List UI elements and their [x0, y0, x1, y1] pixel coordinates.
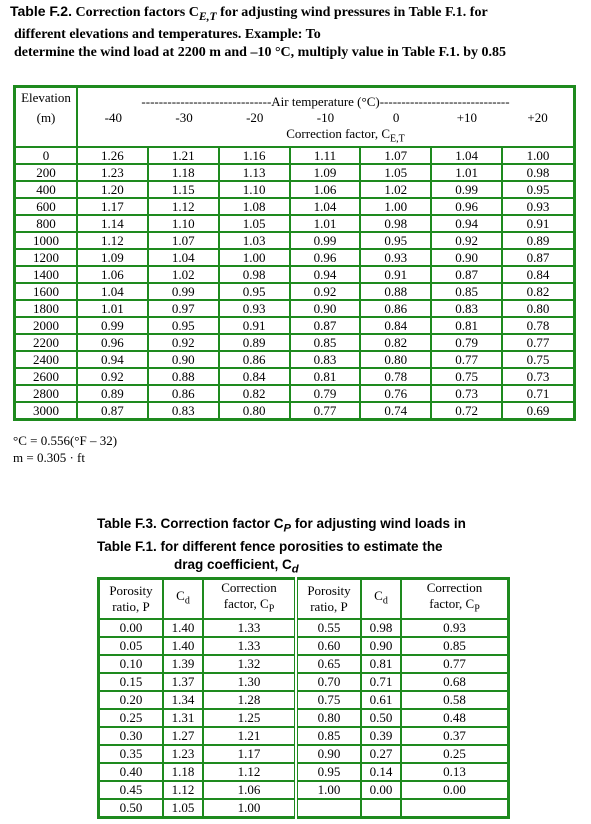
cd-cell: 0.90	[361, 637, 401, 655]
cd-cell: 1.37	[163, 673, 203, 691]
factor-cell: 1.09	[77, 249, 148, 266]
factor-cell: 0.98	[219, 266, 290, 283]
factor-cell: 0.91	[502, 215, 574, 232]
correction-cell: 1.33	[203, 619, 296, 637]
factor-cell: 0.98	[360, 215, 431, 232]
factor-cell: 0.76	[360, 385, 431, 402]
table-row	[99, 781, 509, 799]
factor-cell: 0.97	[148, 300, 219, 317]
factor-cell: 1.16	[219, 147, 290, 164]
factor-cell: 1.08	[219, 198, 290, 215]
table-row	[99, 637, 509, 655]
factor-cell: 0.95	[360, 232, 431, 249]
cd-cell: 1.40	[163, 619, 203, 637]
factor-cell: 0.87	[77, 402, 148, 420]
correction-cell: 0.93	[401, 619, 509, 637]
correction-cell: 1.25	[203, 709, 296, 727]
elevation-cell: 1200	[15, 249, 78, 266]
correction-cell: 0.85	[401, 637, 509, 655]
factor-cell: 0.87	[502, 249, 574, 266]
porosity-cell: 0.15	[99, 673, 164, 691]
factor-cell: 0.83	[290, 351, 361, 368]
factor-cell: 1.05	[360, 164, 431, 181]
factor-cell: 0.79	[290, 385, 361, 402]
factor-cell: 0.77	[431, 351, 502, 368]
correction-cell: 1.17	[203, 745, 296, 763]
porosity-cell	[296, 799, 361, 818]
factor-cell: 0.95	[502, 181, 574, 198]
correction-header: Correction factor, $C_P$	[203, 579, 296, 619]
unit-notes	[13, 432, 117, 466]
factor-cell: 0.93	[219, 300, 290, 317]
temperature-6: +20	[527, 110, 548, 125]
table-f2	[13, 85, 576, 421]
factor-cell: 0.90	[290, 300, 361, 317]
temperature-row	[78, 110, 573, 126]
elevation-header: Elevation (m)	[15, 87, 78, 148]
elevation-cell: 2600	[15, 368, 78, 385]
temperature-0: -40	[104, 110, 123, 125]
correction-cell	[401, 799, 509, 818]
cd-cell: 1.23	[163, 745, 203, 763]
factor-cell: 0.73	[502, 368, 574, 385]
correction-cell: 0.37	[401, 727, 509, 745]
table-row	[15, 181, 575, 198]
factor-cell: 0.69	[502, 402, 574, 420]
factor-cell: 1.07	[360, 147, 431, 164]
table-row	[15, 249, 575, 266]
factor-cell: 1.04	[431, 147, 502, 164]
factor-cell: 1.00	[219, 249, 290, 266]
elevation-cell: 2400	[15, 351, 78, 368]
table-row	[15, 368, 575, 385]
factor-cell: 0.96	[290, 249, 361, 266]
factor-cell: 1.21	[148, 147, 219, 164]
factor-cell: 0.96	[431, 198, 502, 215]
factor-cell: 0.81	[290, 368, 361, 385]
porosity-cell: 0.60	[296, 637, 361, 655]
factor-cell: 0.94	[290, 266, 361, 283]
porosity-cell: 0.25	[99, 709, 164, 727]
table-row	[99, 763, 509, 781]
factor-cell: 0.83	[431, 300, 502, 317]
table-f3	[97, 577, 510, 819]
cd-cell	[361, 799, 401, 818]
factor-cell: 0.89	[502, 232, 574, 249]
correction-cell: 0.77	[401, 655, 509, 673]
factor-cell: 1.06	[77, 266, 148, 283]
temperature-1: -30	[175, 110, 193, 125]
factor-cell: 0.95	[148, 317, 219, 334]
factor-cell: 0.95	[219, 283, 290, 300]
table-row	[99, 709, 509, 727]
cd-cell: 1.18	[163, 763, 203, 781]
factor-cell: 1.07	[148, 232, 219, 249]
elevation-cell: 1000	[15, 232, 78, 249]
factor-cell: 1.00	[502, 147, 574, 164]
porosity-cell: 0.80	[296, 709, 361, 727]
cd-cell: 0.81	[361, 655, 401, 673]
table-f3-title	[97, 515, 537, 578]
porosity-cell: 0.65	[296, 655, 361, 673]
factor-cell: 1.15	[148, 181, 219, 198]
factor-cell: 1.11	[290, 147, 361, 164]
correction-cell: 1.32	[203, 655, 296, 673]
factor-cell: 1.01	[431, 164, 502, 181]
elevation-cell: 1400	[15, 266, 78, 283]
cd-cell: 0.00	[361, 781, 401, 799]
correction-cell: 0.25	[401, 745, 509, 763]
factor-cell: 0.86	[219, 351, 290, 368]
factor-cell: 0.75	[502, 351, 574, 368]
correction-cell: 1.30	[203, 673, 296, 691]
cd-header-2: $C_d$	[361, 579, 401, 619]
cd-cell: 0.98	[361, 619, 401, 637]
porosity-cell: 0.70	[296, 673, 361, 691]
table-row	[99, 619, 509, 637]
porosity-cell: 0.95	[296, 763, 361, 781]
elevation-cell: 2000	[15, 317, 78, 334]
factor-cell: 0.90	[148, 351, 219, 368]
factor-cell: 0.91	[219, 317, 290, 334]
factor-cell: 1.01	[290, 215, 361, 232]
factor-cell: 0.94	[77, 351, 148, 368]
correction-cell: 1.06	[203, 781, 296, 799]
factor-cell: 0.87	[431, 266, 502, 283]
cd-cell: 1.05	[163, 799, 203, 818]
factor-cell: 0.96	[77, 334, 148, 351]
factor-cell: 1.20	[77, 181, 148, 198]
correction-cell: 1.21	[203, 727, 296, 745]
correction-header-2: Correction factor, $C_P$	[401, 579, 509, 619]
factor-cell: 1.18	[148, 164, 219, 181]
table-row	[15, 334, 575, 351]
table-f2-label: Table F.2.	[10, 3, 72, 19]
table-row	[99, 691, 509, 709]
factor-cell: 0.86	[148, 385, 219, 402]
factor-cell: 0.99	[77, 317, 148, 334]
cd-cell: 0.50	[361, 709, 401, 727]
factor-cell: 1.12	[148, 198, 219, 215]
porosity-cell: 0.50	[99, 799, 164, 818]
correction-cell: 0.13	[401, 763, 509, 781]
elevation-cell: 2200	[15, 334, 78, 351]
factor-cell: 0.99	[431, 181, 502, 198]
factor-cell: 0.87	[290, 317, 361, 334]
factor-cell: 0.93	[502, 198, 574, 215]
correction-cell: 0.48	[401, 709, 509, 727]
factor-cell: 0.77	[502, 334, 574, 351]
factor-cell: 0.92	[431, 232, 502, 249]
elevation-cell: 400	[15, 181, 78, 198]
factor-cell: 0.89	[219, 334, 290, 351]
elevation-cell: 600	[15, 198, 78, 215]
table-f3-title-line1: Table F.3. Correction factor $C_P$ for adjusting wind loads in	[97, 516, 466, 535]
factor-cell: 0.93	[360, 249, 431, 266]
porosity-cell: 0.10	[99, 655, 164, 673]
factor-cell: 1.01	[77, 300, 148, 317]
table-f3-title-line2: Table F.1. for different fence porosities to estimate the	[97, 538, 443, 554]
table-row	[15, 164, 575, 181]
cd-cell: 1.39	[163, 655, 203, 673]
porosity-cell: 0.75	[296, 691, 361, 709]
factor-cell: 0.73	[431, 385, 502, 402]
table-row	[99, 655, 509, 673]
table-f2-title	[10, 2, 590, 62]
porosity-cell: 0.05	[99, 637, 164, 655]
factor-cell: 0.84	[502, 266, 574, 283]
porosity-cell: 0.45	[99, 781, 164, 799]
factor-cell: 1.04	[290, 198, 361, 215]
factor-cell: 1.23	[77, 164, 148, 181]
cd-cell: 0.27	[361, 745, 401, 763]
factor-cell: 0.92	[290, 283, 361, 300]
factor-cell: 1.02	[148, 266, 219, 283]
cd-cell: 1.31	[163, 709, 203, 727]
elevation-cell: 2800	[15, 385, 78, 402]
porosity-header-2: Porosity ratio, P	[296, 579, 361, 619]
porosity-cell: 0.90	[296, 745, 361, 763]
temperature-conversion-note: °C = 0.556(°F – 32)	[13, 433, 118, 448]
table-row	[15, 215, 575, 232]
factor-cell: 0.72	[431, 402, 502, 420]
temperature-5: +10	[456, 110, 478, 125]
factor-cell: 0.89	[77, 385, 148, 402]
factor-cell: 1.13	[219, 164, 290, 181]
air-temperature-label: ------------------------------Air temperature (°C)------------------------------	[141, 94, 510, 109]
elevation-cell: 200	[15, 164, 78, 181]
cd-cell: 1.40	[163, 637, 203, 655]
factor-cell: 1.14	[77, 215, 148, 232]
table-row	[15, 402, 575, 420]
factor-cell: 0.71	[502, 385, 574, 402]
table-f2-title-line1: Correction factors $C_{E,T}$ for adjusting wind pressures in Table F.1. for	[75, 5, 488, 23]
factor-cell: 0.86	[360, 300, 431, 317]
factor-cell: 0.80	[502, 300, 574, 317]
length-conversion-note: m = 0.305 · ft	[13, 450, 85, 465]
factor-cell: 1.17	[77, 198, 148, 215]
table-row	[15, 198, 575, 215]
factor-cell: 1.05	[219, 215, 290, 232]
factor-cell: 1.10	[148, 215, 219, 232]
porosity-cell: 0.85	[296, 727, 361, 745]
factor-cell: 1.06	[290, 181, 361, 198]
table-f2-title-line3: determine the wind load at 2200 m and –10 °C, multiply value in Table F.1. by 0.85	[14, 44, 507, 60]
factor-cell: 0.81	[431, 317, 502, 334]
factor-cell: 0.83	[148, 402, 219, 420]
porosity-cell: 0.30	[99, 727, 164, 745]
correction-cell: 1.28	[203, 691, 296, 709]
factor-cell: 1.04	[148, 249, 219, 266]
factor-cell: 0.98	[502, 164, 574, 181]
factor-cell: 1.12	[77, 232, 148, 249]
factor-cell: 0.91	[360, 266, 431, 283]
table-row	[99, 727, 509, 745]
porosity-header: Porosity ratio, P	[99, 579, 164, 619]
table-row	[99, 745, 509, 763]
factor-cell: 0.99	[290, 232, 361, 249]
factor-cell: 0.92	[77, 368, 148, 385]
factor-cell: 0.90	[431, 249, 502, 266]
factor-cell: 1.09	[290, 164, 361, 181]
temperature-3: -10	[316, 110, 335, 125]
table-f3-title-line3: drag coefficient, $C_d$	[174, 556, 299, 576]
table-row	[15, 232, 575, 249]
table-f2-title-line2: different elevations and temperatures. Example: To	[14, 26, 321, 42]
cd-cell: 1.27	[163, 727, 203, 745]
table-row	[15, 283, 575, 300]
factor-cell: 1.10	[219, 181, 290, 198]
elevation-cell: 1600	[15, 283, 78, 300]
porosity-cell: 0.00	[99, 619, 164, 637]
factor-cell: 1.03	[219, 232, 290, 249]
factor-cell: 0.82	[219, 385, 290, 402]
table-row	[15, 266, 575, 283]
cd-cell: 1.12	[163, 781, 203, 799]
factor-cell: 1.26	[77, 147, 148, 164]
factor-cell: 0.77	[290, 402, 361, 420]
correction-factor-label: Correction factor, $C_{E,T}$	[286, 126, 405, 145]
table-row	[15, 147, 575, 164]
cd-cell: 0.71	[361, 673, 401, 691]
factor-cell: 0.82	[502, 283, 574, 300]
factor-cell: 0.85	[431, 283, 502, 300]
factor-cell: 0.79	[431, 334, 502, 351]
factor-cell: 0.94	[431, 215, 502, 232]
table-row	[99, 673, 509, 691]
factor-cell: 0.88	[360, 283, 431, 300]
cd-cell: 0.14	[361, 763, 401, 781]
porosity-cell: 0.35	[99, 745, 164, 763]
table-row	[15, 317, 575, 334]
cd-cell: 0.61	[361, 691, 401, 709]
table-row	[15, 300, 575, 317]
correction-cell: 0.68	[401, 673, 509, 691]
correction-cell: 0.58	[401, 691, 509, 709]
factor-cell: 0.80	[219, 402, 290, 420]
factor-cell: 0.92	[148, 334, 219, 351]
elevation-cell: 800	[15, 215, 78, 232]
temperature-4: 0	[392, 110, 400, 125]
temperature-2: -20	[246, 110, 264, 125]
factor-cell: 0.74	[360, 402, 431, 420]
porosity-cell: 0.20	[99, 691, 164, 709]
table-row	[99, 799, 509, 818]
factor-cell: 0.75	[431, 368, 502, 385]
factor-cell: 1.04	[77, 283, 148, 300]
porosity-cell: 1.00	[296, 781, 361, 799]
correction-cell: 1.12	[203, 763, 296, 781]
factor-cell: 0.82	[360, 334, 431, 351]
elevation-cell: 0	[15, 147, 78, 164]
cd-header: $C_d$	[163, 579, 203, 619]
factor-cell: 1.02	[360, 181, 431, 198]
cd-cell: 0.39	[361, 727, 401, 745]
factor-cell: 0.88	[148, 368, 219, 385]
correction-cell: 1.00	[203, 799, 296, 818]
factor-cell: 1.00	[360, 198, 431, 215]
factor-cell: 0.85	[290, 334, 361, 351]
elevation-cell: 3000	[15, 402, 78, 420]
table-row	[15, 351, 575, 368]
factor-cell: 0.78	[502, 317, 574, 334]
factor-cell: 0.99	[148, 283, 219, 300]
factor-cell: 0.80	[360, 351, 431, 368]
porosity-cell: 0.40	[99, 763, 164, 781]
factor-cell: 0.84	[360, 317, 431, 334]
porosity-cell: 0.55	[296, 619, 361, 637]
cd-cell: 1.34	[163, 691, 203, 709]
elevation-cell: 1800	[15, 300, 78, 317]
correction-cell: 0.00	[401, 781, 509, 799]
table-row	[15, 385, 575, 402]
factor-cell: 0.78	[360, 368, 431, 385]
air-temperature-header	[77, 87, 575, 148]
correction-cell: 1.33	[203, 637, 296, 655]
factor-cell: 0.84	[219, 368, 290, 385]
